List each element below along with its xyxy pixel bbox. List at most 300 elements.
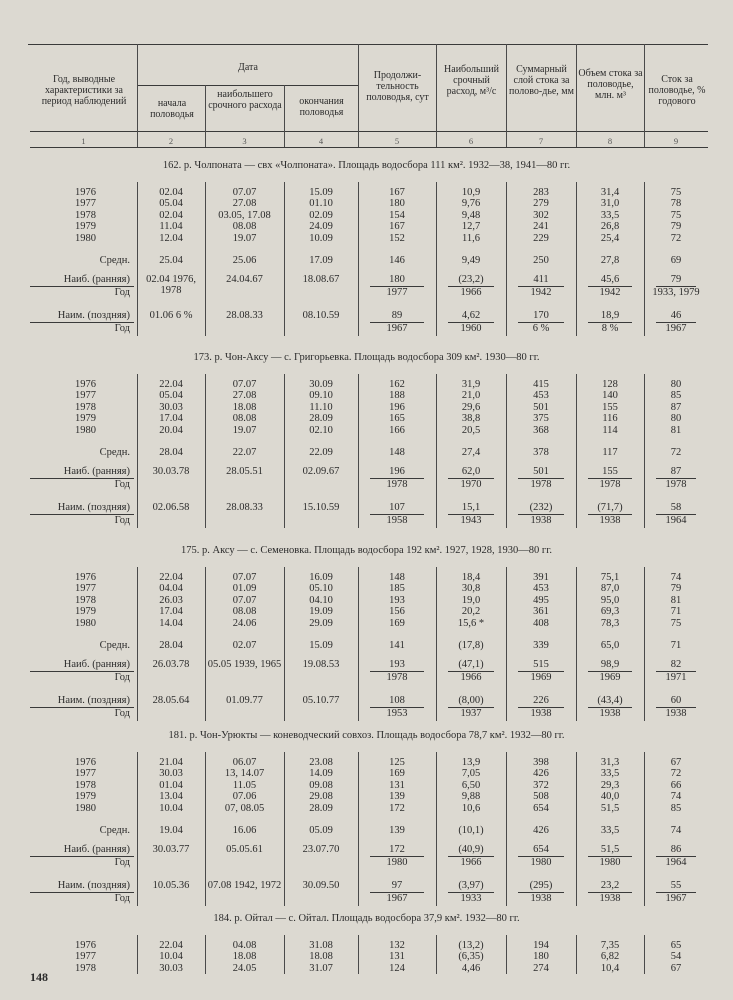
table-cell: 97 xyxy=(391,880,403,891)
table-cell: 172 xyxy=(389,802,405,814)
table-cell: 01.09.77 xyxy=(226,695,263,706)
year-label: 1976 xyxy=(75,572,96,583)
table-cell: 20,2 xyxy=(461,606,481,618)
header-col-7: Суммарный слой стока за полово-дье, мм xyxy=(509,64,574,97)
table-cell: (17,8) xyxy=(458,640,484,651)
header-col-rule xyxy=(644,44,645,147)
table-cell: 18.08.67 xyxy=(302,274,340,285)
table-cell: 15.09 xyxy=(309,640,333,651)
col-number: 4 xyxy=(318,136,324,146)
table-cell: 166 xyxy=(389,424,405,436)
header-col-rule xyxy=(137,44,138,147)
table-cell: 172 xyxy=(389,844,405,855)
table-cell: 20.04 xyxy=(159,424,183,436)
table-cell: 98,9 xyxy=(600,659,620,670)
table-cell: 06.07 xyxy=(232,757,257,768)
header-col-rule xyxy=(358,44,359,147)
table-cell: 1938 xyxy=(530,708,552,719)
table-cell: 82 xyxy=(670,659,682,670)
table-cell: 81 xyxy=(670,424,682,436)
table-cell: 15,1 xyxy=(461,502,481,513)
table-cell: 11,6 xyxy=(462,232,480,244)
column-rule xyxy=(358,567,359,721)
column-rule xyxy=(205,567,206,721)
table-cell: (10,1) xyxy=(458,825,484,836)
column-rule xyxy=(506,567,507,721)
table-cell: 02.07 xyxy=(232,640,257,651)
year-label: 1976 xyxy=(75,187,96,198)
table-cell: 229 xyxy=(533,232,549,244)
column-rule xyxy=(358,752,359,906)
table-cell: 1970 xyxy=(460,479,482,490)
section-title: 184. р. Ойтал — с. Ойтал. Площадь водосбора 37,9 км². 1932—80 гг. xyxy=(213,913,520,924)
table-cell: 1966 xyxy=(460,857,482,868)
table-cell: 152 xyxy=(389,232,405,244)
column-rule xyxy=(506,374,507,528)
table-cell: 180 xyxy=(389,198,405,210)
table-cell: 07.08 1942, 1972 xyxy=(207,880,282,891)
table-cell: 30.09.50 xyxy=(302,880,340,891)
table-cell: 508 xyxy=(533,791,549,803)
table-cell: 28.08.33 xyxy=(226,502,263,513)
table-cell: 1980 xyxy=(386,857,408,868)
table-cell: 26.03.78 xyxy=(152,659,190,670)
table-cell: 18,4 xyxy=(461,572,481,583)
table-cell: 04.04 xyxy=(159,583,183,595)
table-cell: 05.10.77 xyxy=(302,695,340,706)
table-cell: 01.04 xyxy=(159,779,183,791)
year-label: 1980 xyxy=(75,424,96,436)
header-col-2: начала половодья xyxy=(150,98,194,120)
table-cell: 02.09 xyxy=(309,209,333,221)
col-number: 6 xyxy=(468,136,474,146)
max-year-row-label: Год xyxy=(114,672,130,683)
column-rule xyxy=(576,567,577,721)
table-cell: 10,9 xyxy=(461,187,481,198)
column-rule xyxy=(644,935,645,974)
table-cell: 71 xyxy=(670,606,682,618)
max-year-row-label: Год xyxy=(114,287,130,298)
table-cell: 501 xyxy=(533,466,549,477)
table-cell: 33,5 xyxy=(600,768,620,780)
table-cell: 22.04 xyxy=(159,379,183,390)
table-cell: 08.10.59 xyxy=(302,310,340,321)
column-rule xyxy=(576,752,577,906)
table-cell: (47,1) xyxy=(458,659,484,670)
table-cell: 71 xyxy=(670,640,682,651)
table-cell: 368 xyxy=(533,424,549,436)
column-rule xyxy=(644,752,645,906)
column-rule xyxy=(205,935,206,974)
year-label: 1977 xyxy=(75,951,96,963)
table-cell: 241 xyxy=(533,221,549,233)
table-cell: (23,2) xyxy=(458,274,484,285)
table-cell: 02.06.58 xyxy=(152,502,190,513)
table-cell: (43,4) xyxy=(597,695,623,706)
table-cell: 1938 xyxy=(665,708,687,719)
table-cell: 148 xyxy=(389,447,405,458)
year-label: 1978 xyxy=(75,779,96,791)
table-cell: 08.08 xyxy=(232,606,257,618)
header-numbers-rule xyxy=(30,147,708,148)
table-cell: 85 xyxy=(670,802,682,814)
table-cell: 02.04 xyxy=(159,187,183,198)
table-cell: 114 xyxy=(602,424,618,436)
table-cell: 08.08 xyxy=(232,221,257,233)
table-cell: 155 xyxy=(602,401,618,413)
table-cell: 274 xyxy=(533,962,549,974)
table-cell: 54 xyxy=(670,951,682,963)
table-cell: 19,0 xyxy=(461,594,481,606)
column-rule xyxy=(644,182,645,336)
table-cell: 05.10 xyxy=(309,583,333,595)
table-cell: 1964 xyxy=(665,857,687,868)
table-cell: 31,9 xyxy=(461,379,481,390)
table-cell: 74 xyxy=(670,572,682,583)
table-cell: 1938 xyxy=(530,515,552,526)
table-cell: 02.09.67 xyxy=(302,466,340,477)
table-cell: 18.08 xyxy=(232,401,257,413)
table-cell: 17.04 xyxy=(159,413,183,425)
mean-row-label: Средн. xyxy=(99,825,130,836)
table-cell: 180 xyxy=(389,274,405,285)
table-cell: 302 xyxy=(533,209,549,221)
table-cell: 11.04 xyxy=(159,221,183,233)
table-cell: 10,4 xyxy=(600,962,620,974)
table-cell: 1937 xyxy=(460,708,482,719)
table-cell: 14.09 xyxy=(309,768,333,780)
table-cell: 154 xyxy=(389,209,405,221)
year-label: 1979 xyxy=(75,221,96,233)
mean-row-label: Средн. xyxy=(99,255,130,266)
table-cell: 22.09 xyxy=(309,447,333,458)
table-cell: 453 xyxy=(533,390,549,402)
table-cell: 27.08 xyxy=(232,198,257,210)
table-cell: 67 xyxy=(670,962,682,974)
table-cell: 16.06 xyxy=(232,825,257,836)
table-cell: 65,0 xyxy=(600,640,620,651)
table-cell: 18,9 xyxy=(600,310,620,321)
table-cell: 4,62 xyxy=(461,310,481,321)
table-cell: 11.10 xyxy=(309,401,333,413)
table-cell: 24.04.67 xyxy=(226,274,263,285)
table-cell: 86 xyxy=(670,844,682,855)
col-number: 1 xyxy=(81,136,86,146)
table-cell: 72 xyxy=(670,447,682,458)
section-title: 181. р. Чон-Урюкты — коневодческий совхоз. Площадь водосбора 78,7 км². 1932—80 гг. xyxy=(168,730,565,741)
column-rule xyxy=(644,567,645,721)
table-cell: 146 xyxy=(389,255,405,266)
column-rule xyxy=(436,752,437,906)
section-title: 175. р. Аксу — с. Семеновка. Площадь водосбора 192 км². 1927, 1928, 1930—80 гг. xyxy=(180,545,552,556)
column-rule xyxy=(436,567,437,721)
table-cell: 74 xyxy=(670,825,682,836)
table-cell: 7,05 xyxy=(461,768,481,780)
min-year-row-label: Год xyxy=(114,515,130,526)
column-rule xyxy=(506,752,507,906)
table-cell: 13.04 xyxy=(159,791,183,803)
col-number: 3 xyxy=(242,136,247,146)
table-cell: 1967 xyxy=(386,893,408,904)
min-year-row-label: Год xyxy=(114,893,130,904)
table-cell: 30.03 xyxy=(159,962,183,974)
table-cell: (40,9) xyxy=(458,844,484,855)
table-cell: 01.09 xyxy=(232,583,257,595)
table-cell: 162 xyxy=(389,379,405,390)
table-cell: 1978 xyxy=(386,479,408,490)
table-cell: 13,9 xyxy=(461,757,481,768)
table-cell: 01.06 6 % xyxy=(149,310,193,321)
column-rule xyxy=(137,752,138,906)
table-cell: 131 xyxy=(389,779,405,791)
table-cell: 140 xyxy=(602,390,618,402)
table-cell: 07.07 xyxy=(232,379,257,390)
table-cell: 31,3 xyxy=(600,757,620,768)
table-cell: 31,4 xyxy=(600,187,620,198)
table-cell: 89 xyxy=(391,310,403,321)
table-cell: 196 xyxy=(389,466,405,477)
column-rule xyxy=(506,935,507,974)
column-rule xyxy=(205,752,206,906)
header-col-8: Объем стока за половодье, млн. м³ xyxy=(578,68,643,101)
max-row-label: Наиб. (ранняя) xyxy=(63,844,130,855)
year-label: 1980 xyxy=(75,802,96,814)
table-cell: 30.09 xyxy=(309,379,333,390)
max-row-label: Наиб. (ранняя) xyxy=(63,659,130,670)
table-cell: 16.09 xyxy=(309,572,333,583)
table-cell: 19.04 xyxy=(159,825,183,836)
table-cell: 29.09 xyxy=(309,617,333,629)
table-cell: 69,3 xyxy=(600,606,620,618)
year-label: 1980 xyxy=(75,617,96,629)
table-cell: 165 xyxy=(389,413,405,425)
table-cell: 193 xyxy=(389,659,405,670)
year-label: 1979 xyxy=(75,606,96,618)
table-cell: (232) xyxy=(529,502,553,513)
table-cell: 1967 xyxy=(386,323,408,334)
table-cell: 15.10.59 xyxy=(302,502,340,513)
table-cell: 28.09 xyxy=(309,802,333,814)
table-cell: (8,00) xyxy=(458,695,484,706)
table-cell: 25.06 xyxy=(232,255,257,266)
table-cell: 05.09 xyxy=(309,825,333,836)
table-cell: 28.09 xyxy=(309,413,333,425)
col-number: 5 xyxy=(394,136,400,146)
table-cell: 283 xyxy=(533,187,549,198)
table-cell: 398 xyxy=(533,757,549,768)
table-cell: 51,5 xyxy=(600,844,620,855)
table-cell: 654 xyxy=(533,802,549,814)
table-cell: 188 xyxy=(389,390,405,402)
table-cell: 116 xyxy=(602,413,618,425)
table-cell: 117 xyxy=(602,447,618,458)
table-cell: 411 xyxy=(533,274,549,285)
column-rule xyxy=(436,374,437,528)
table-cell: 09.10 xyxy=(309,390,333,402)
table-cell: 07.07 xyxy=(232,594,257,606)
table-cell: 14.04 xyxy=(159,617,183,629)
column-rule xyxy=(205,182,206,336)
table-cell: 15.09 xyxy=(309,187,333,198)
header-col-rule xyxy=(506,44,507,147)
year-label: 1976 xyxy=(75,379,96,390)
header-date-group: Дата xyxy=(238,62,258,73)
column-rule xyxy=(284,182,285,336)
table-cell: 279 xyxy=(533,198,549,210)
table-cell: 12,7 xyxy=(461,221,481,233)
table-cell: 6 % xyxy=(532,323,550,334)
year-label: 1979 xyxy=(75,413,96,425)
table-cell: (71,7) xyxy=(597,502,623,513)
table-cell: 65 xyxy=(670,940,682,951)
table-cell: 02.04 xyxy=(159,209,183,221)
table-cell: 87 xyxy=(670,466,682,477)
table-cell: 1978 xyxy=(665,479,687,490)
table-cell: 426 xyxy=(533,768,549,780)
table-cell: 22.04 xyxy=(159,572,183,583)
table-cell: 13, 14.07 xyxy=(224,768,265,780)
table-cell: 04.08 xyxy=(232,940,257,951)
table-cell: 40,0 xyxy=(600,791,620,803)
section-title: 173. р. Чон-Аксу — с. Григорьевка. Площадь водосбора 309 км². 1930—80 гг. xyxy=(193,352,540,363)
table-cell: 193 xyxy=(389,594,405,606)
table-cell: 169 xyxy=(389,617,405,629)
table-cell: 72 xyxy=(670,232,682,244)
table-cell: 69 xyxy=(670,255,682,266)
table-cell: 02.04 1976, 1978 xyxy=(146,274,196,296)
table-cell: 501 xyxy=(533,401,549,413)
table-cell: 378 xyxy=(533,447,549,458)
table-cell: 75 xyxy=(670,187,682,198)
col-number: 7 xyxy=(538,136,544,146)
header-col-3: наибольшего срочного расхода xyxy=(208,89,282,111)
table-cell: 04.10 xyxy=(309,594,333,606)
table-cell: 19.07 xyxy=(232,424,257,436)
table-cell: 22.04 xyxy=(159,940,183,951)
table-cell: 03.05, 17.08 xyxy=(218,209,271,221)
year-label: 1978 xyxy=(75,209,96,221)
table-cell: 18.08 xyxy=(309,951,333,963)
table-cell: 9,88 xyxy=(461,791,481,803)
min-year-row-label: Год xyxy=(114,323,130,334)
column-rule xyxy=(506,182,507,336)
table-cell: 10,6 xyxy=(461,802,481,814)
table-cell: 28.04 xyxy=(159,640,183,651)
table-cell: 26.03 xyxy=(159,594,183,606)
header-col-4: окончания половодья xyxy=(299,96,344,118)
table-cell: 31.08 xyxy=(309,940,333,951)
table-cell: 28.04 xyxy=(159,447,183,458)
table-cell: 25,4 xyxy=(600,232,620,244)
table-cell: 01.10 xyxy=(309,198,333,210)
table-cell: 8 % xyxy=(601,323,619,334)
min-row-label: Наим. (поздняя) xyxy=(57,880,130,891)
table-cell: 78 xyxy=(670,198,682,210)
table-cell: 1953 xyxy=(386,708,408,719)
column-rule xyxy=(358,935,359,974)
table-cell: 02.10 xyxy=(309,424,333,436)
table-cell: 17.04 xyxy=(159,606,183,618)
table-cell: 62,0 xyxy=(461,466,481,477)
table-cell: 1977 xyxy=(386,287,408,298)
table-cell: 148 xyxy=(389,572,405,583)
table-cell: 1966 xyxy=(460,287,482,298)
table-cell: 79 xyxy=(670,274,682,285)
table-cell: 30,8 xyxy=(461,583,481,595)
table-cell: 185 xyxy=(389,583,405,595)
table-cell: 6,82 xyxy=(600,951,620,963)
table-cell: 1958 xyxy=(386,515,408,526)
table-cell: 85 xyxy=(670,390,682,402)
table-cell: 1967 xyxy=(665,893,687,904)
year-label: 1976 xyxy=(75,940,96,951)
column-rule xyxy=(576,374,577,528)
max-row-label: Наиб. (ранняя) xyxy=(63,274,130,285)
column-rule xyxy=(436,182,437,336)
table-cell: (6,35) xyxy=(458,951,484,963)
table-cell: 167 xyxy=(389,221,405,233)
year-label: 1978 xyxy=(75,401,96,413)
table-cell: 125 xyxy=(389,757,405,768)
table-cell: 87 xyxy=(670,401,682,413)
year-label: 1978 xyxy=(75,962,96,974)
min-row-label: Наим. (поздняя) xyxy=(57,695,130,706)
table-cell: 31.07 xyxy=(309,962,333,974)
table-cell: 1938 xyxy=(599,515,621,526)
table-cell: 375 xyxy=(533,413,549,425)
table-cell: 9,49 xyxy=(461,255,481,266)
year-label: 1977 xyxy=(75,390,96,402)
table-cell: 25.04 xyxy=(159,255,183,266)
table-cell: 29,3 xyxy=(600,779,620,791)
table-cell: 408 xyxy=(533,617,549,629)
table-cell: 33,5 xyxy=(600,209,620,221)
table-cell: 415 xyxy=(533,379,549,390)
table-cell: 29.08 xyxy=(309,791,333,803)
table-cell: 07, 08.05 xyxy=(224,802,265,814)
table-cell: 1980 xyxy=(599,857,621,868)
table-cell: 08.08 xyxy=(232,413,257,425)
table-cell: 426 xyxy=(533,825,549,836)
table-cell: 196 xyxy=(389,401,405,413)
table-cell: 10.05.36 xyxy=(152,880,190,891)
table-cell: 453 xyxy=(533,583,549,595)
table-cell: (3,97) xyxy=(458,880,484,891)
table-cell: 31,0 xyxy=(600,198,620,210)
table-cell: 139 xyxy=(389,791,405,803)
header-col-rule xyxy=(576,44,577,147)
table-cell: 180 xyxy=(533,951,549,963)
table-cell: 24.09 xyxy=(309,221,333,233)
header-top-rule xyxy=(28,44,708,45)
table-cell: 78,3 xyxy=(600,617,620,629)
column-rule xyxy=(284,567,285,721)
table-cell: 87,0 xyxy=(600,583,620,595)
table-cell: 1942 xyxy=(599,287,621,298)
table-cell: 156 xyxy=(389,606,405,618)
header-col-rule xyxy=(436,44,437,147)
table-cell: 361 xyxy=(533,606,549,618)
table-cell: 23,2 xyxy=(600,880,620,891)
column-rule xyxy=(284,374,285,528)
table-cell: 58 xyxy=(670,502,682,513)
min-year-row-label: Год xyxy=(114,708,130,719)
table-cell: 155 xyxy=(602,466,618,477)
table-cell: 45,6 xyxy=(600,274,620,285)
column-rule xyxy=(358,374,359,528)
column-rule xyxy=(284,935,285,974)
table-cell: 1969 xyxy=(530,672,552,683)
